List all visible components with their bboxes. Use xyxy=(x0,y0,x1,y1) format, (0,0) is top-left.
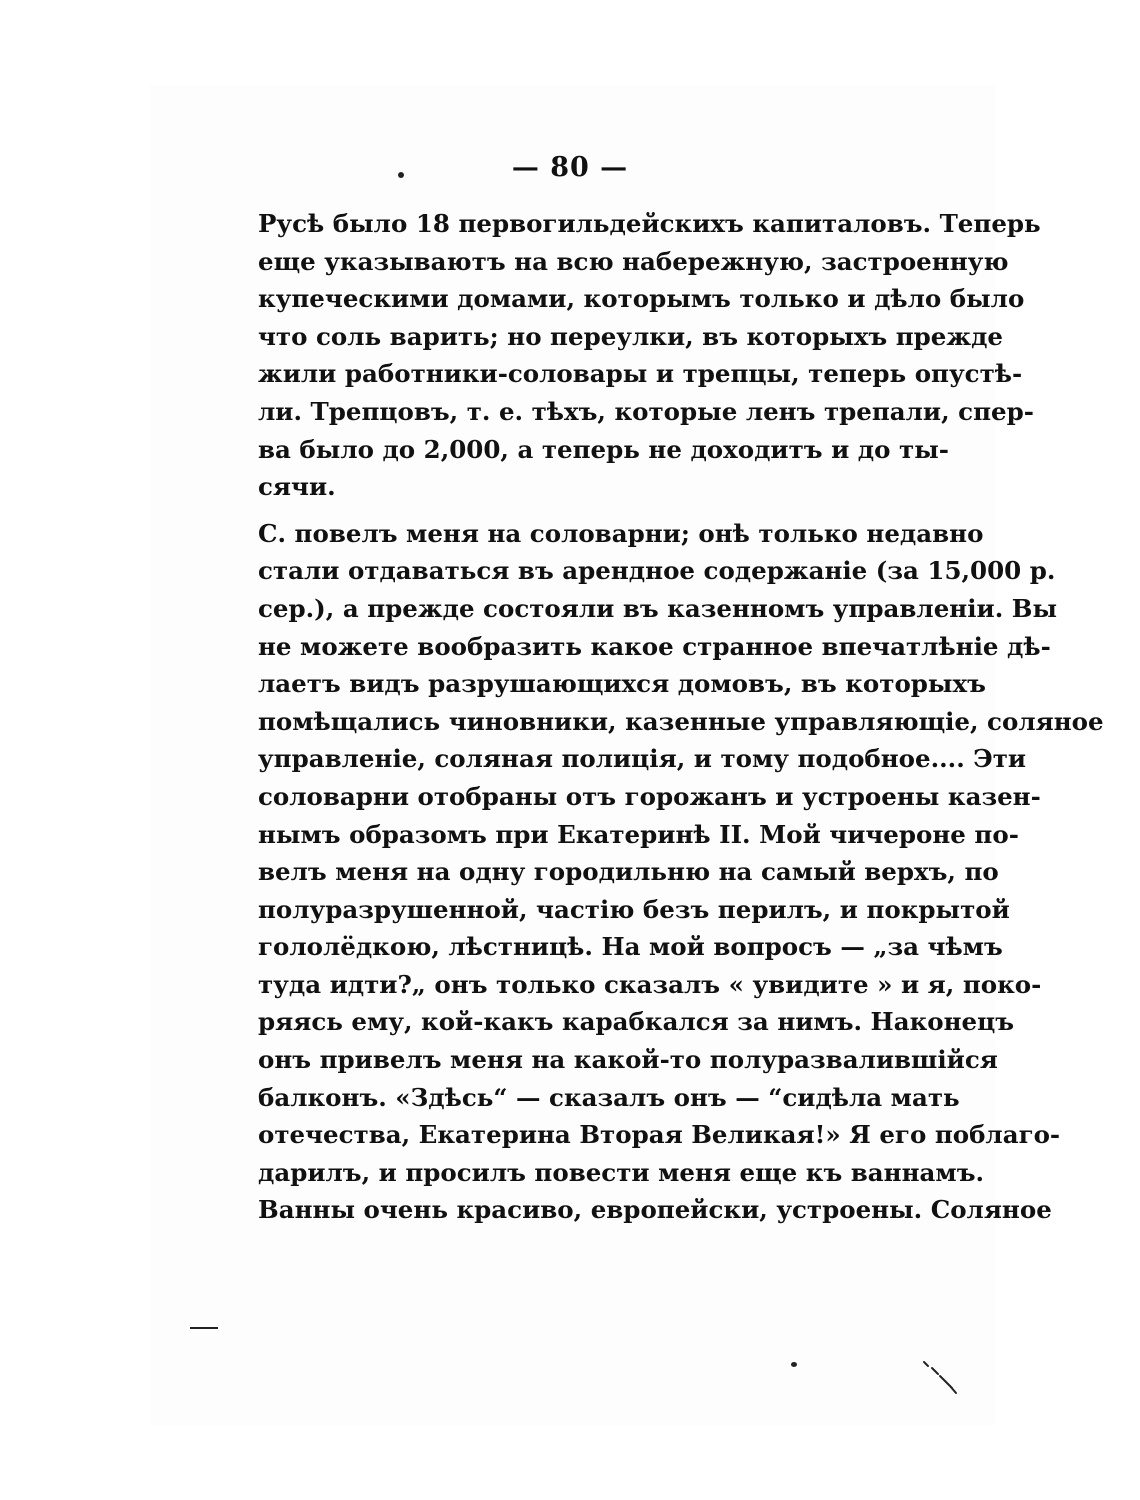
body-text xyxy=(258,205,1104,1229)
text-line: ряясь ему, кой-какъ карабкался за нимъ. Наконецъ xyxy=(258,1007,1015,1037)
text-line: ли. Трепцовъ, т. е. тѣхъ, которые ленъ трепали, спер- xyxy=(258,396,1034,426)
text-line: дарилъ, и просилъ повести меня еще къ ваннамъ. xyxy=(258,1157,985,1187)
ink-dot xyxy=(791,1362,797,1367)
text-line: Ванны очень красиво, европейски, устроены. Соляное xyxy=(258,1195,1052,1225)
text-line: сячи. xyxy=(258,472,336,502)
text-line: онъ привелъ меня на какой-то полуразвалившійся xyxy=(258,1045,998,1075)
text-line: ва было до 2,000, а теперь не доходитъ и до ты- xyxy=(258,434,949,464)
text-line: С. повелъ меня на соловарни; онѣ только недавно xyxy=(258,518,984,548)
margin-mark xyxy=(190,1327,218,1329)
text-line: купеческими домами, которымъ только и дѣло было xyxy=(258,284,1025,314)
text-line: Русѣ было 18 первогильдейскихъ капиталовъ. Теперь xyxy=(258,209,1041,238)
text-line: балконъ. «Здѣсь“ — сказалъ онъ — “сидѣла мать xyxy=(258,1082,960,1112)
text-line: соловарни отобраны отъ горожанъ и устроены казен- xyxy=(258,781,1041,811)
text-line: велъ меня на одну городильню на самый верхъ, по xyxy=(258,857,999,887)
text-line: еще указываютъ на всю набережную, застроенную xyxy=(258,246,1009,276)
text-line: гололёдкою, лѣстницѣ. На мой вопросъ — „за чѣмъ xyxy=(258,932,1003,962)
text-line: отечества, Екатерина Вторая Великая!» Я его поблаго- xyxy=(258,1120,1061,1150)
text-line: жили работники-соловары и трепцы, теперь опустѣ- xyxy=(258,359,1023,389)
text-line: стали отдаваться въ арендное содержаніе (за 15,000 р. xyxy=(258,556,1056,586)
page-number: — 80 — xyxy=(511,152,629,183)
paragraph-gap xyxy=(258,506,875,515)
text-line: лаетъ видъ разрушающихся домовъ, въ которыхъ xyxy=(258,669,986,699)
scan-speck xyxy=(922,1360,962,1396)
text-line: полуразрушенной, частію безъ перилъ, и покрытой xyxy=(258,894,1010,924)
text-line: сер.), а прежде состояли въ казенномъ управленіи. Вы xyxy=(258,593,1058,623)
text-line: не можете вообразить какое странное впечатлѣніе дѣ- xyxy=(258,631,1051,661)
text-line: помѣщались чиновники, казенные управляющіе, соляное xyxy=(258,706,1104,736)
text-line: управленіе, соляная полиція, и тому подобное.... Эти xyxy=(258,744,1027,774)
text-line: нымъ образомъ при Екатеринѣ II. Мой чичероне по- xyxy=(258,819,1019,849)
text-line: туда идти?„ онъ только сказалъ « увидите » и я, поко- xyxy=(258,969,1042,999)
text-line: что соль варить; но переулки, въ которыхъ прежде xyxy=(258,321,1004,351)
